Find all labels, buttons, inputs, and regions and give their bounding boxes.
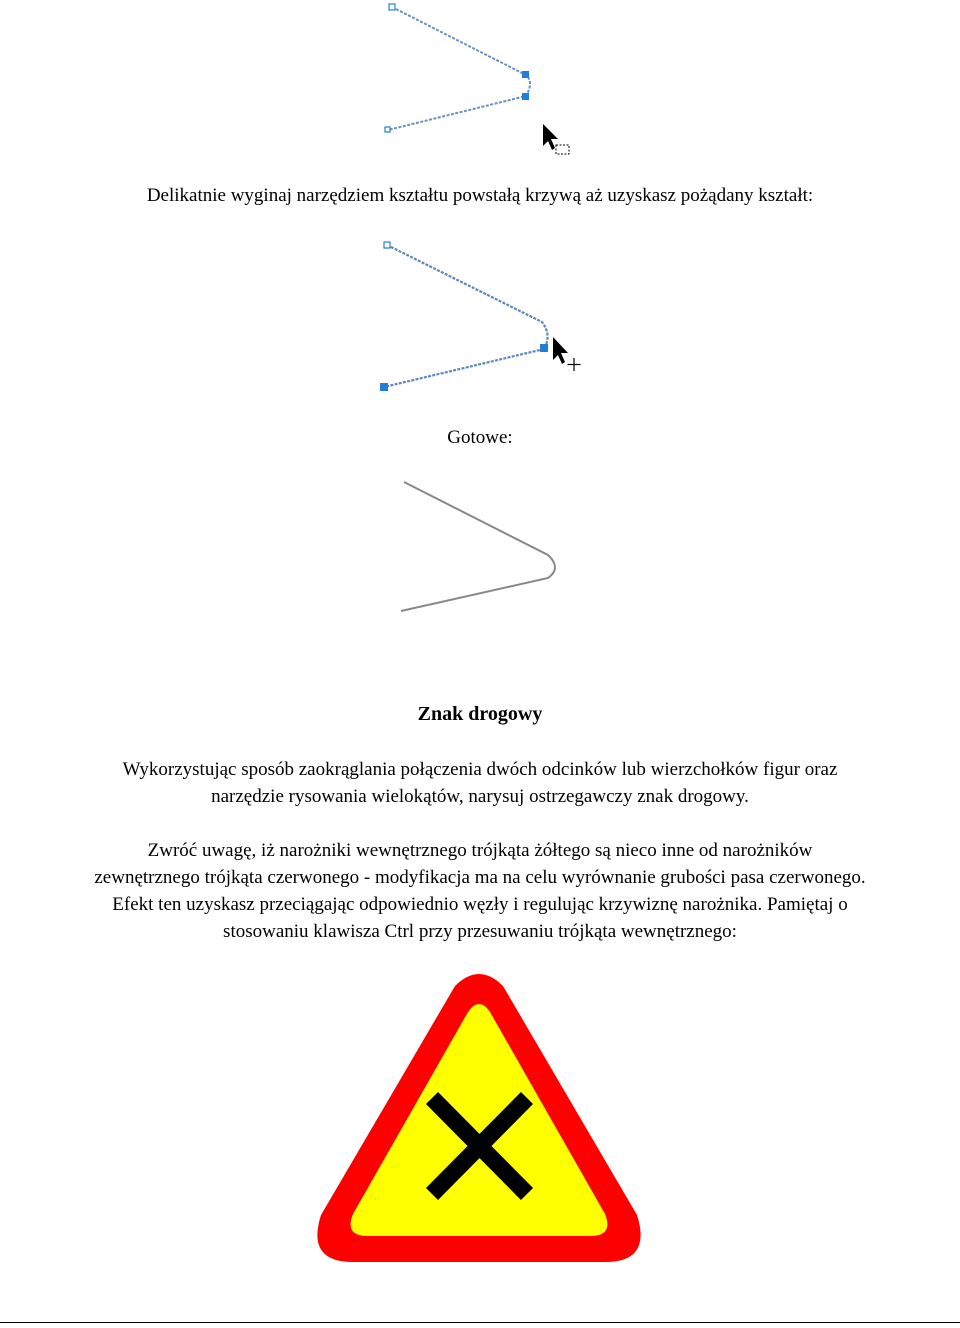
section-title: Znak drogowy	[417, 703, 543, 725]
node-handle[interactable]	[385, 127, 390, 132]
paragraph-1	[0, 756, 960, 810]
node-handle[interactable]	[522, 71, 529, 78]
node-handle[interactable]	[380, 383, 388, 391]
curve-figure-3	[395, 475, 565, 620]
text-line: narzędzie rysowania wielokątów, narysuj ostrzegawczy znak drogowy.	[211, 786, 749, 807]
warning-road-sign	[310, 965, 650, 1265]
node-handle[interactable]	[540, 344, 548, 352]
text-line: Wykorzystując sposób zaokrąglania połączenia dwóch odcinków lub wierzchołków figur oraz	[122, 759, 838, 780]
node-handle[interactable]	[522, 93, 529, 100]
footer-rule	[0, 1322, 960, 1323]
node-handle[interactable]	[389, 4, 395, 10]
text-line: Zwróć uwagę, iż narożniki wewnętrznego trójkąta żółtego są nieco inne od narożników	[147, 840, 813, 861]
text-line: stosowaniu klawisza Ctrl przy przesuwaniu trójkąta wewnętrznego:	[223, 921, 737, 942]
text-line: Efekt ten uzyskasz przeciągając odpowiednio węzły i regulując krzywiznę narożnika. Pamiętaj o	[112, 894, 848, 915]
caption-done: Gotowe:	[447, 427, 513, 448]
move-cross-icon	[568, 358, 581, 371]
cursor-arrow-icon	[553, 337, 568, 364]
marquee-select-icon	[556, 145, 569, 154]
curve-figure-2	[375, 235, 590, 395]
node-handle[interactable]	[384, 242, 390, 248]
text-line: zewnętrznego trójkąta czerwonego - modyfikacja ma na celu wyrównanie grubości pasa czerwonego.	[94, 867, 866, 888]
caption-bend-instruction: Delikatnie wyginaj narzędziem kształtu powstałą krzywą aż uzyskasz pożądany kształt:	[146, 185, 814, 206]
curve-figure-1	[380, 0, 580, 165]
paragraph-2	[0, 837, 960, 945]
